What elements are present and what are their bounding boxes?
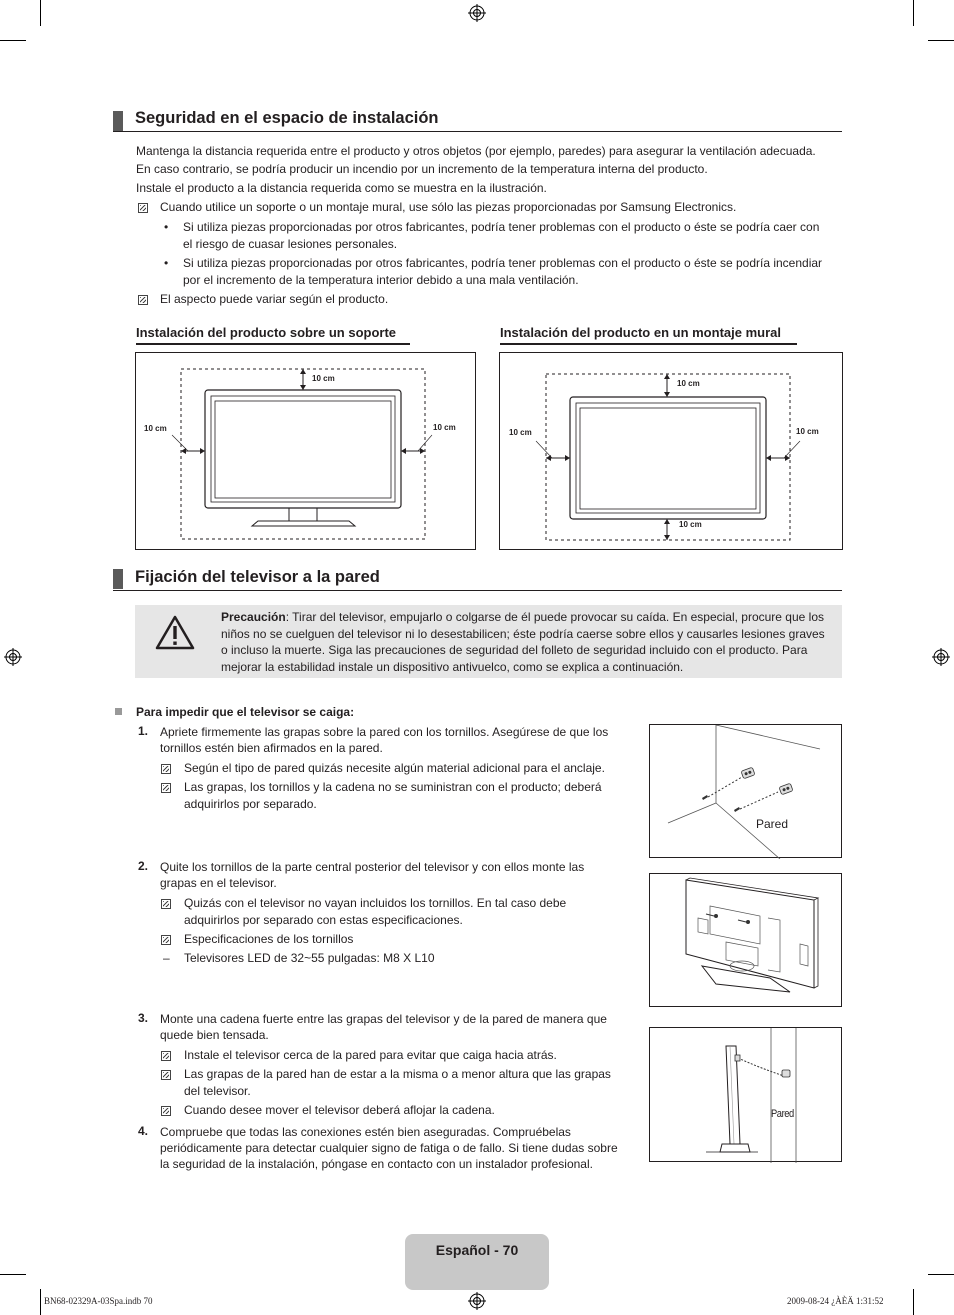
wall-bracket-figure [649,724,842,858]
note-icon [161,764,171,774]
page-number: Español - 70 [435,1242,519,1258]
note-icon [161,935,171,945]
caution-line: mejorar la estabilidad instale un dispositivo antivuelco, como se explica a continuación. [221,659,684,674]
note-icon [161,1070,171,1080]
wall-label: Pared [771,1108,794,1120]
tv-back-illustration [650,874,843,1008]
note-text: del televisor. [184,1084,251,1098]
note-icon [161,1051,171,1061]
caution-line: o incluso la muerte. Siga las precauciones de seguridad del folleto de seguridad incluido con el producto. Para [221,643,808,657]
step-number: 3. [138,1011,149,1025]
wall-mount-diagram [499,352,843,550]
distance-label: 10 cm [312,374,335,383]
note-text: Especificaciones de los tornillos [184,932,354,946]
wall-label: Pared [756,817,789,831]
distance-label: 10 cm [679,520,702,529]
steps-heading: Para impedir que el televisor se caiga: [136,705,355,719]
sub-rule [136,343,410,345]
caution-line: niños no se cuelguen del televisor ni lo desestabilicen; éste podría caerse sobre ellos y causarles lesiones graves [221,626,825,641]
step-text: Monte una cadena fuerte entre las grapas del televisor y de la pared de manera que [160,1012,607,1026]
step-text: Quite los tornillos de la parte central posterior del televisor y con ellos monte las [160,860,585,874]
note-text: Las grapas, los tornillos y la cadena no se suministran con el producto; deberá [184,780,602,794]
note-text: Cuando desee mover el televisor deberá aflojar la cadena. [184,1103,495,1117]
tv-on-wall-illustration [500,353,844,551]
registration-mark-icon [468,4,486,22]
distance-label: 10 cm [509,428,532,437]
bullet-icon: • [164,220,169,234]
crop-mark [913,1289,914,1315]
step-text: Apriete firmemente las grapas sobre la pared con los tornillos. Asegúrese de que los [160,725,609,739]
crop-mark [40,1289,41,1315]
tv-on-stand-illustration [136,353,477,551]
distance-label: 10 cm [796,427,819,436]
warning-triangle-icon [155,615,195,651]
note-icon [138,295,148,305]
note-text: adquirirlos por separado con estas especificaciones. [184,913,463,927]
step-number: 2. [138,859,149,873]
distance-label: 10 cm [677,379,700,388]
bullet-text: el riesgo de cuasar lesiones personales. [183,237,398,251]
square-bullet-icon [115,708,122,715]
stand-install-title: Instalación del producto sobre un soporte [136,325,397,340]
note-icon [161,1106,171,1116]
step-text: grapas en el televisor. [160,876,277,890]
distance-label: 10 cm [144,424,167,433]
print-date: 2009-08-24 ¿ÀÈÄ 1:31:52 [787,1296,884,1306]
caution-label: Precaución [221,610,286,624]
step-text: quede bien tensada. [160,1028,269,1042]
caution-text [221,609,825,675]
caution-line: : Tirar del televisor, empujarlo o colgarse de él puede provocar su caída. En especial, procure que los [285,610,825,624]
caution-box [135,605,842,678]
note-text: Según el tipo de pared quizás necesite algún material adicional para el anclaje. [184,761,605,775]
crop-mark [40,0,41,26]
dash-icon: – [163,951,170,965]
distance-label: 10 cm [433,423,456,432]
section-rule [113,590,842,591]
crop-mark [928,1274,954,1275]
crop-mark [0,40,26,41]
wall-bracket-illustration [650,725,843,859]
tv-back-figure [649,873,842,1007]
bullet-text: Si utiliza piezas proporcionadas por otros fabricantes, podría tener problemas con el producto o éste se podría incendiar [183,256,823,270]
wall-install-title: Instalación del producto en un montaje mural [500,325,781,340]
step-text: tornillos estén bien afirmados en la pared. [160,741,383,755]
note-text: Quizás con el televisor no vayan incluidos los tornillos. En tal caso debe [184,896,567,910]
intro-line: Instale el producto a la distancia requerida como se muestra en la ilustración. [136,181,547,195]
note-text: Instale el televisor cerca de la pared para evitar que caiga hacia atrás. [184,1048,557,1062]
note-icon [161,783,171,793]
tv-chain-figure [649,1027,842,1162]
screw-spec-text: Televisores LED de 32~55 pulgadas: M8 X L10 [184,951,435,965]
note-icon [138,203,148,213]
section-marker [113,111,123,131]
step-text: periódicamente para detectar cualquier signo de fatiga o de fallo. Si tiene dudas sobre [160,1141,618,1155]
tv-chain-illustration [650,1028,843,1163]
stand-diagram [135,352,476,550]
file-name: BN68-02329A-03Spa.indb 70 [44,1296,153,1306]
step-number: 1. [138,724,149,738]
section-rule [113,131,842,132]
note-text: Cuando utilice un soporte o un montaje mural, use sólo las piezas proporcionadas por Samsung Electronics. [160,200,737,214]
registration-mark-icon [4,648,22,666]
registration-mark-icon [468,1292,486,1310]
step-text: Compruebe que todas las conexiones estén bien aseguradas. Compruébelas [160,1125,571,1139]
step-text: la seguridad de la instalación, póngase en contacto con un instalador profesional. [160,1157,593,1171]
bullet-text: Si utiliza piezas proporcionadas por otros fabricantes, podría tener problemas con el producto o éste se podría caer con [183,220,820,234]
section-title: Fijación del televisor a la pared [135,568,380,586]
note-text: adquirirlos por separado. [184,797,317,811]
crop-mark [913,0,914,26]
section-title: Seguridad en el espacio de instalación [135,109,439,127]
note-icon [161,899,171,909]
bullet-text: por el incremento de la temperatura interior debido a una mala ventilación. [183,273,579,287]
crop-mark [928,40,954,41]
bullet-icon: • [164,256,169,270]
note-text: El aspecto puede variar según el producto. [160,292,389,306]
sub-rule [500,343,797,345]
crop-mark [0,1274,26,1275]
note-text: Las grapas de la pared han de estar a la misma o a menor altura que las grapas [184,1067,611,1081]
intro-line: En caso contrario, se podría producir un incendio por un incremento de la temperatura interna del producto. [136,162,708,176]
intro-line: Mantenga la distancia requerida entre el producto y otros objetos (por ejemplo, paredes) para asegurar la ventilación adecuada. [136,144,816,158]
section-marker [113,569,123,589]
registration-mark-icon [932,648,950,666]
step-number: 4. [138,1124,149,1138]
